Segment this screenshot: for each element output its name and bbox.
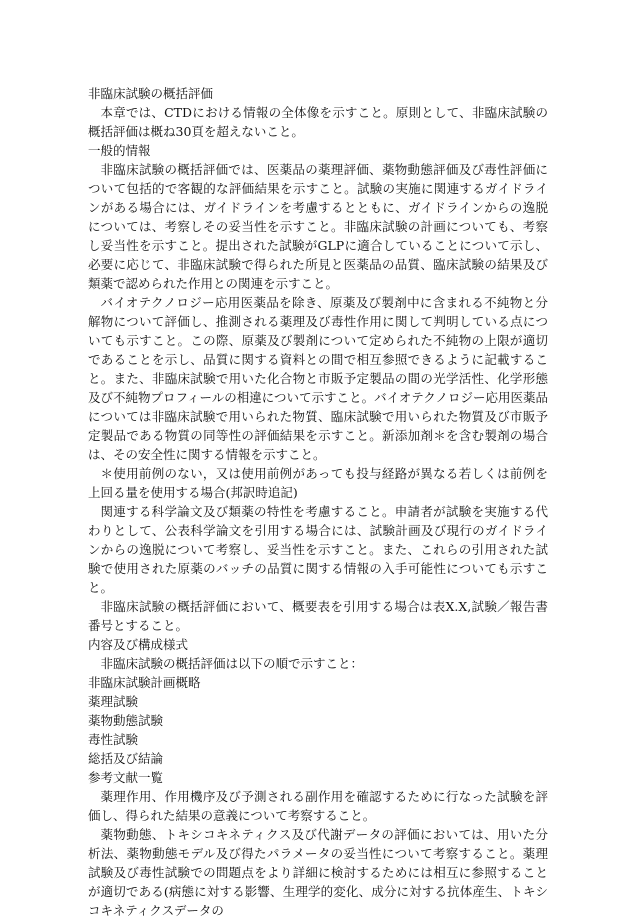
list-item: 総括及び結論 <box>88 751 164 766</box>
general-paragraph-4: 非臨床試験の概括評価において、概要表を引用する場合は表X.X,試験／報告書番号とすること。 <box>88 599 548 633</box>
structure-intro: 非臨床試験の概括評価は以下の順で示すこと： <box>100 656 364 671</box>
closing-paragraph-1: 薬理作用、作用機序及び予測される副作用を確認するために行なった試験を評価し、得られた結果の意義について考察すること。 <box>88 789 548 823</box>
document-title: 非臨床試験の概括評価 <box>88 86 214 101</box>
list-item: 非臨床試験計画概略 <box>88 675 201 690</box>
intro-paragraph: 本章では、CTDにおける情報の全体像を示すこと。原則として、非臨床試験の概括評価は概ね30頁を超えないこと。 <box>88 105 548 139</box>
footnote-paragraph: ＊使用前例のない，又は使用前例があっても投与経路が異なる若しくは前例を上回る量を使用する場合(邦訳時追記) <box>88 466 548 500</box>
general-paragraph-3: 関連する科学論文及び類薬の特性を考慮すること。申請者が試験を実施する代わりとして、公表科学論文を引用する場合には、試験計画及び現行のガイドラインからの逸脱について考察し、妥当性を示すこと。また、これらの引用された試験で使用された原薬のバッチの品質に関する情報の入手可能性についても示すこと。 <box>88 504 548 595</box>
list-item: 薬理試験 <box>88 694 139 709</box>
closing-paragraph-2: 薬物動態、トキシコキネティクス及び代謝データの評価においては、用いた分析法、薬物動態モデル及び得たパラメータの妥当性について考察すること。薬理試験及び毒性試験での問題点をより詳細に検討するためには相互に参照することが適切である(病態に対する影響、生理学的変化、成分に対する抗体産生、トキシコキネティクスデータの <box>88 827 548 918</box>
list-item: 参考文献一覧 <box>88 770 164 785</box>
section-heading-general: 一般的情報 <box>88 143 151 158</box>
section-heading-structure: 内容及び構成様式 <box>88 637 189 652</box>
list-item: 毒性試験 <box>88 732 139 747</box>
general-paragraph-2: バイオテクノロジー応用医薬品を除き、原薬及び製剤中に含まれる不純物と分解物について評価し、推測される薬理及び毒性作用に関して判明している点についても示すこと。この際、原薬及び製剤について定められた不純物の上限が適切であることを示し、品質に関する資料との間で相互参照できるように記載すること。また、非臨床試験で用いた化合物と市販予定製品の間の光学活性、化学形態及び不純物プロフィールの相違について示すこと。バイオテクノロジー応用医薬品については非臨床試験で用いられた物質、臨床試験で用いられた物質及び市販予定製品である物質の同等性の評価結果を示すこと。新添加剤＊を含む製剤の場合は、その安全性に関する情報を示すこと。 <box>88 295 548 462</box>
document-page <box>88 84 548 920</box>
general-paragraph-1: 非臨床試験の概括評価では、医薬品の薬理評価、薬物動態評価及び毒性評価について包括的で客観的な評価結果を示すこと。試験の実施に関連するガイドラインがある場合には、ガイドラインを考慮するとともに、ガイドラインからの逸脱については、考察しその妥当性を示すこと。非臨床試験の計画についても、考察し妥当性を示すこと。提出された試験がGLPに適合していることについて示し、必要に応じて、非臨床試験で得られた所見と医薬品の品質、臨床試験の結果及び類薬で認められた作用との関連を示すこと。 <box>88 162 548 291</box>
structure-list <box>88 673 548 787</box>
list-item: 薬物動態試験 <box>88 713 164 728</box>
